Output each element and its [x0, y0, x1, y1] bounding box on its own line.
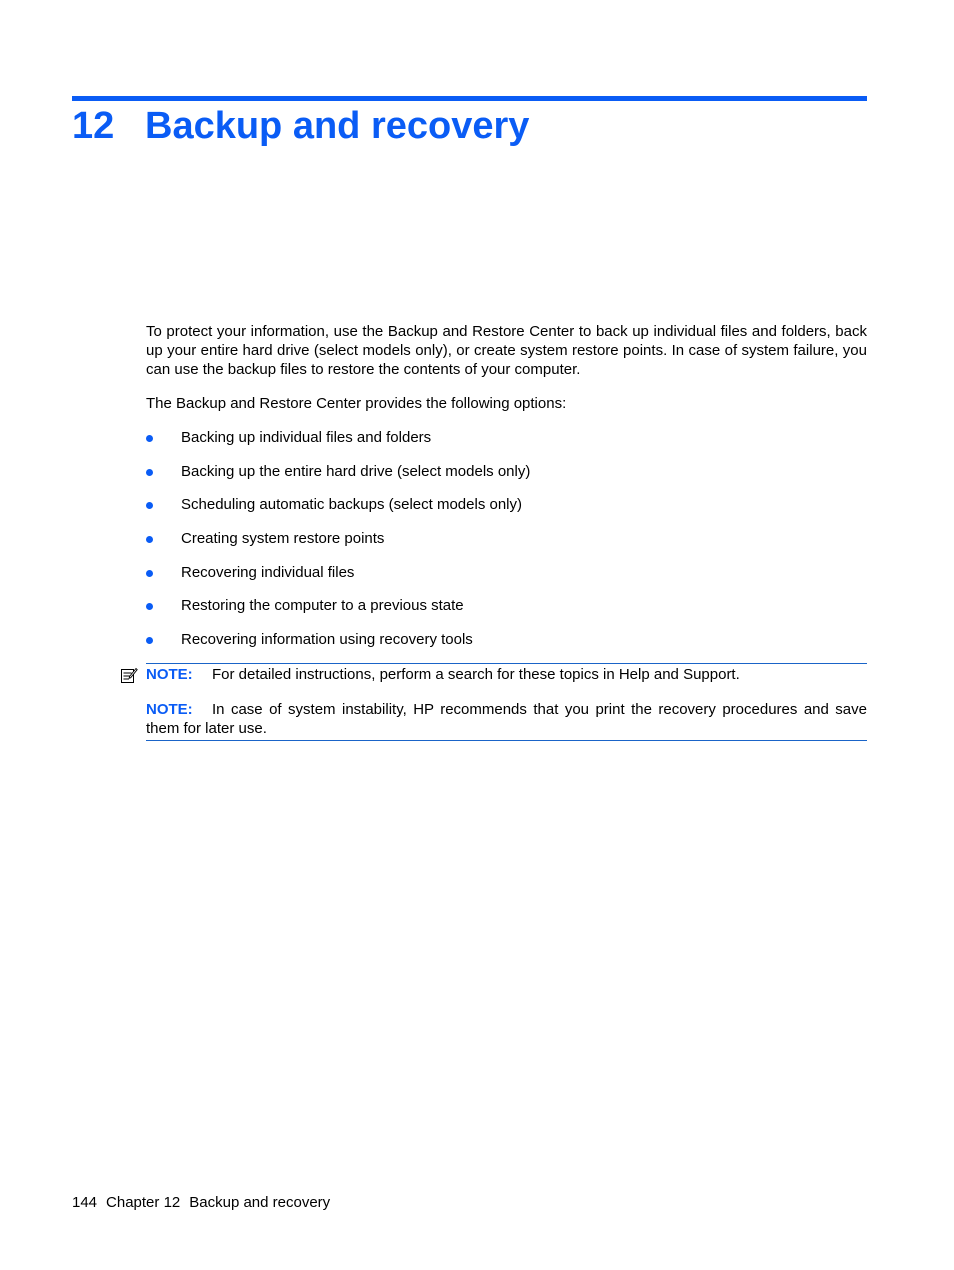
list-item-text: Backing up individual files and folders — [181, 429, 432, 446]
note-paragraph — [146, 665, 867, 684]
bullet-icon — [146, 603, 153, 610]
footer-chapter-title: Backup and recovery — [189, 1194, 331, 1211]
bullet-icon — [146, 502, 153, 509]
list-item — [146, 462, 867, 481]
chapter-rule — [72, 96, 867, 101]
list-item-text: Backing up the entire hard drive (select models only) — [181, 462, 531, 480]
list-item — [146, 529, 867, 548]
bullet-icon — [146, 435, 153, 442]
list-item — [146, 596, 867, 615]
bullet-icon — [146, 570, 153, 577]
list-item — [146, 630, 867, 649]
note-label: NOTE: — [146, 701, 193, 718]
chapter-title: Backup and recovery — [145, 105, 530, 147]
note-paragraph — [146, 700, 867, 738]
options-lead: The Backup and Restore Center provides the following options: — [146, 395, 567, 412]
intro-paragraph: To protect your information, use the Backup and Restore Center to back up individual files and folders, back up your entire hard drive (select models only), or create system restore points. In case of system failure, you can use the backup files to restore the contents of your computer. — [146, 323, 867, 378]
bullet-icon — [146, 637, 153, 644]
chapter-heading — [72, 102, 529, 150]
note-label: NOTE: — [146, 666, 193, 683]
list-item-text: Creating system restore points — [181, 530, 385, 548]
list-item — [146, 428, 867, 447]
list-item-text: Recovering information using recovery tools — [181, 631, 473, 649]
footer-chapter-label: Chapter 12 — [106, 1194, 181, 1211]
chapter-number: 12 — [72, 105, 115, 147]
page-footer — [72, 1193, 330, 1212]
list-item-text: Recovering individual files — [181, 563, 355, 581]
list-item-text: Restoring the computer to a previous state — [181, 597, 464, 615]
note-text: For detailed instructions, perform a search for these topics in Help and Support. — [212, 666, 740, 683]
list-item — [146, 563, 867, 582]
list-item — [146, 495, 867, 514]
list-item-text: Scheduling automatic backups (select models only) — [181, 496, 523, 514]
note-text: In case of system instability, HP recommends that you print the recovery procedures and save them for later use. — [146, 701, 867, 737]
note-block — [146, 663, 867, 741]
page-number: 144 — [72, 1194, 98, 1211]
note-icon — [120, 666, 138, 684]
options-list — [146, 428, 867, 664]
bullet-icon — [146, 469, 153, 476]
bullet-icon — [146, 536, 153, 543]
